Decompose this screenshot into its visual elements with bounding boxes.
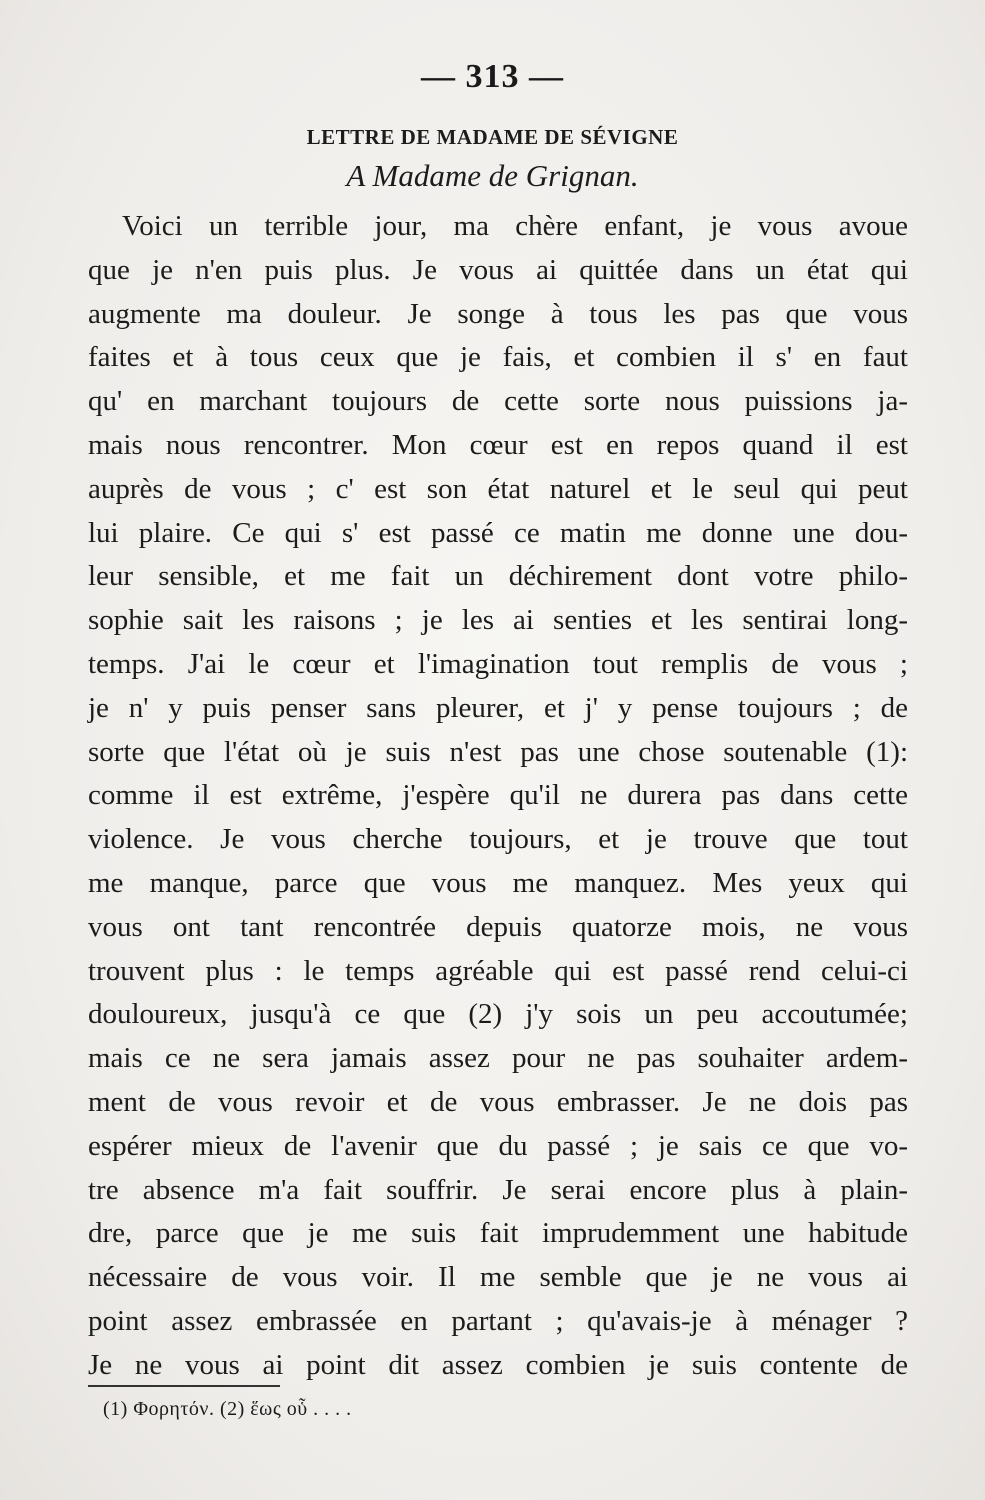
text-line: lui plaire. Ce qui s' est passé ce matin me donne une dou- bbox=[88, 516, 908, 549]
text-line: ment de vous revoir et de vous embrasser. Je ne dois pas bbox=[88, 1085, 908, 1118]
text-line: Voici un terrible jour, ma chère enfant, je vous avoue bbox=[122, 210, 908, 242]
text-line: sorte que l'état où je suis n'est pas une chose soutenable (1): bbox=[88, 735, 908, 768]
text-line: mais ce ne sera jamais assez pour ne pas souhaiter ardem- bbox=[88, 1042, 908, 1075]
footnotes: (1) Φορητόν. (2) ἕως οὗ . . . . bbox=[103, 1398, 352, 1420]
footnote-divider bbox=[88, 1385, 280, 1387]
text-line: trouvent plus : le temps agréable qui est passé rend celui-ci bbox=[88, 954, 908, 987]
text-line: me manque, parce que vous me manquez. Mes yeux qui bbox=[88, 866, 908, 899]
text-line: point assez embrassée en partant ; qu'avais-je à ménager ? bbox=[88, 1304, 908, 1337]
letter-body bbox=[88, 205, 908, 1388]
text-line: violence. Je vous cherche toujours, et je trouve que tout bbox=[88, 823, 908, 856]
text-line: mais nous rencontrer. Mon cœur est en repos quand il est bbox=[88, 428, 908, 461]
addressee: A Madame de Grignan. bbox=[346, 158, 639, 193]
letter-title: LETTRE DE MADAME DE SÉVIGNE bbox=[306, 125, 679, 149]
text-line: temps. J'ai le cœur et l'imagination tout remplis de vous ; bbox=[88, 647, 908, 680]
text-line: je n' y puis penser sans pleurer, et j' y pense toujours ; de bbox=[88, 691, 908, 724]
text-line: leur sensible, et me fait un déchirement dont votre philo- bbox=[88, 560, 908, 593]
text-line: que je n'en puis plus. Je vous ai quittée dans un état qui bbox=[88, 253, 908, 286]
text-line: Je ne vous ai point dit assez combien je suis contente de bbox=[88, 1348, 908, 1381]
text-line: auprès de vous ; c' est son état naturel et le seul qui peut bbox=[88, 472, 908, 505]
text-line: nécessaire de vous voir. Il me semble que je ne vous ai bbox=[88, 1261, 908, 1294]
text-line: espérer mieux de l'avenir que du passé ; je sais ce que vo- bbox=[88, 1129, 908, 1162]
page-number: — 313 — bbox=[421, 58, 564, 95]
text-line: dre, parce que je me suis fait imprudemment une habitude bbox=[88, 1217, 908, 1250]
text-line: augmente ma douleur. Je songe à tous les pas que vous bbox=[88, 297, 908, 330]
text-line: sophie sait les raisons ; je les ai senties et les sentirai long- bbox=[88, 604, 908, 637]
text-line: douloureux, jusqu'à ce que (2) j'y sois un peu accoutumée; bbox=[88, 998, 908, 1031]
text-line: tre absence m'a fait souffrir. Je serai encore plus à plain- bbox=[88, 1173, 908, 1206]
text-line: qu' en marchant toujours de cette sorte nous puissions ja- bbox=[88, 385, 908, 418]
text-line: faites et à tous ceux que je fais, et combien il s' en faut bbox=[88, 341, 908, 374]
text-line: vous ont tant rencontrée depuis quatorze mois, ne vous bbox=[88, 910, 908, 943]
text-line: comme il est extrême, j'espère qu'il ne durera pas dans cette bbox=[88, 779, 908, 812]
